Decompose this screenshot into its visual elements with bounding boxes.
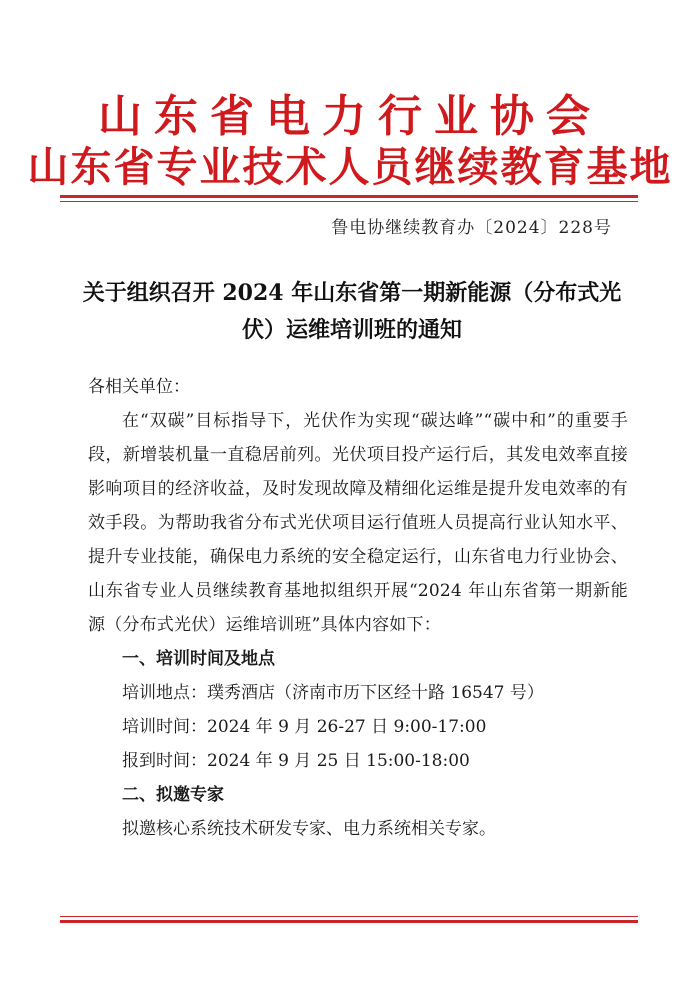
intro-paragraph: 在“双碳”目标指导下，光伏作为实现“碳达峰”“碳中和”的重要手段，新增装机量一直稳居前列。光伏项目投产运行后，其发电效率直接影响项目的经济收益，及时发现故障及精细化运维是提升发电效率的有效手段。为帮助我省分布式光伏项目运行值班人员提高行业认知水平、提升专业技能，确保电力系统的安全稳定运行，山东省电力行业协会、山东省专业人员继续教育基地拟组织开展“2024 年山东省第一期新能源（分布式光伏）运维培训班”具体内容如下： (88, 411, 628, 635)
section-heading-time-location: 一、培训时间及地点 (122, 649, 275, 669)
notice-body (88, 370, 628, 846)
footer-rule-thick (60, 920, 638, 923)
salutation: 各相关单位： (88, 377, 190, 397)
invited-experts: 拟邀核心系统技术研发专家、电力系统相关专家。 (122, 819, 496, 839)
letterhead-association: 山东省电力行业协会 (98, 91, 602, 142)
training-location: 培训地点：璞秀酒店（济南市历下区经十路 16547 号） (122, 683, 544, 703)
footer-rule-thin (60, 916, 638, 917)
notice-title: 关于组织召开 2024 年山东省第一期新能源（分布式光伏）运维培训班的通知 (82, 280, 622, 343)
header-rule-thick (60, 195, 638, 198)
training-time: 培训时间：2024 年 9 月 26-27 日 9:00-17:00 (122, 717, 487, 737)
document-number: 鲁电协继续教育办〔2024〕228号 (331, 218, 612, 238)
letterhead-education-base: 山东省专业技术人员继续教育基地 (27, 143, 673, 191)
header-rule-thin (60, 201, 638, 202)
section-heading-experts: 二、拟邀专家 (122, 785, 224, 805)
checkin-time: 报到时间：2024 年 9 月 25 日 15:00-18:00 (122, 751, 470, 771)
